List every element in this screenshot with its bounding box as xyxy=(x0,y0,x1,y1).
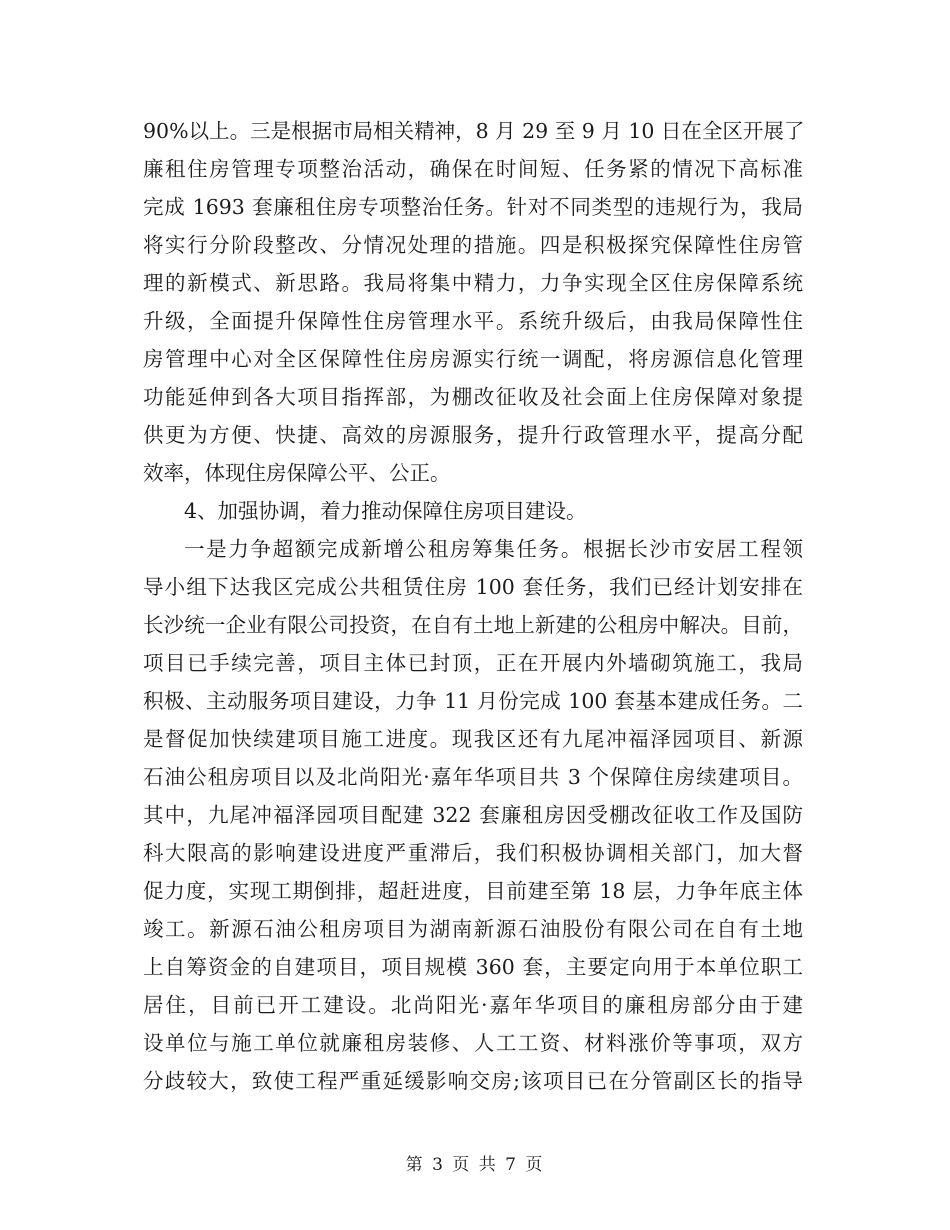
text-line-21: 促力度，实现工期倒排，超赶进度，目前建至第 18 层，力争年底主体 xyxy=(143,879,803,903)
text-line-6: 升级，全面提升保障性住房管理水平。系统升级后，由我局保障性住 xyxy=(143,309,803,333)
text-line-14: 长沙统一企业有限公司投资，在自有土地上新建的公租房中解决。目前， xyxy=(143,613,803,637)
text-line-8: 功能延伸到各大项目指挥部，为棚改征收及社会面上住房保障对象提 xyxy=(143,385,803,409)
text-line-10: 效率，体现住房保障公平、公正。 xyxy=(143,461,451,485)
text-line-13: 导小组下达我区完成公共租赁住房 100 套任务，我们已经计划安排在 xyxy=(143,575,803,599)
text-line-22: 竣工。新源石油公租房项目为湖南新源石油股份有限公司在自有土地 xyxy=(143,917,803,941)
text-line-5: 理的新模式、新思路。我局将集中精力，力争实现全区住房保障系统 xyxy=(143,271,803,295)
text-line-7: 房管理中心对全区保障性住房房源实行统一调配，将房源信息化管理 xyxy=(143,347,803,371)
text-line-16: 积极、主动服务项目建设，力争 11 月份完成 100 套基本建成任务。二 xyxy=(143,689,803,713)
text-line-19: 其中，九尾冲福泽园项目配建 322 套廉租房因受棚改征收工作及国防 xyxy=(143,803,803,827)
text-line-17: 是督促加快续建项目施工进度。现我区还有九尾冲福泽园项目、新源 xyxy=(143,727,803,751)
text-line-9: 供更为方便、快捷、高效的房源服务，提升行政管理水平，提高分配 xyxy=(143,423,803,447)
text-line-23: 上自筹资金的自建项目，项目规模 360 套，主要定向用于本单位职工 xyxy=(143,955,803,979)
text-line-18: 石油公租房项目以及北尚阳光·嘉年华项目共 3 个保障住房续建项目。 xyxy=(143,765,803,789)
text-line-1: 90%以上。三是根据市局相关精神，8 月 29 至 9 月 10 日在全区开展了 xyxy=(143,119,805,143)
text-line-20: 科大限高的影响建设进度严重滞后，我们积极协调相关部门，加大督 xyxy=(143,841,803,865)
text-line-12: 一是力争超额完成新增公租房筹集任务。根据长沙市安居工程领 xyxy=(184,537,803,561)
text-line-24: 居住，目前已开工建设。北尚阳光·嘉年华项目的廉租房部分由于建 xyxy=(143,993,803,1017)
text-line-3: 完成 1693 套廉租住房专项整治任务。针对不同类型的违规行为，我局 xyxy=(143,195,803,219)
page-number-footer: 第 3 页 共 7 页 xyxy=(405,1155,545,1175)
section-heading: 4、加强协调，着力推动保障住房项目建设。 xyxy=(184,499,587,523)
text-line-4: 将实行分阶段整改、分情况处理的措施。四是积极探究保障性住房管 xyxy=(143,233,803,257)
text-line-15: 项目已手续完善，项目主体已封顶，正在开展内外墙砌筑施工，我局 xyxy=(143,651,803,675)
text-line-25: 设单位与施工单位就廉租房装修、人工工资、材料涨价等事项，双方 xyxy=(143,1031,803,1055)
document-body xyxy=(143,112,803,1100)
text-line-26: 分歧较大，致使工程严重延缓影响交房;该项目已在分管副区长的指导 xyxy=(143,1069,803,1093)
text-line-2: 廉租住房管理专项整治活动，确保在时间短、任务紧的情况下高标准 xyxy=(143,157,803,181)
